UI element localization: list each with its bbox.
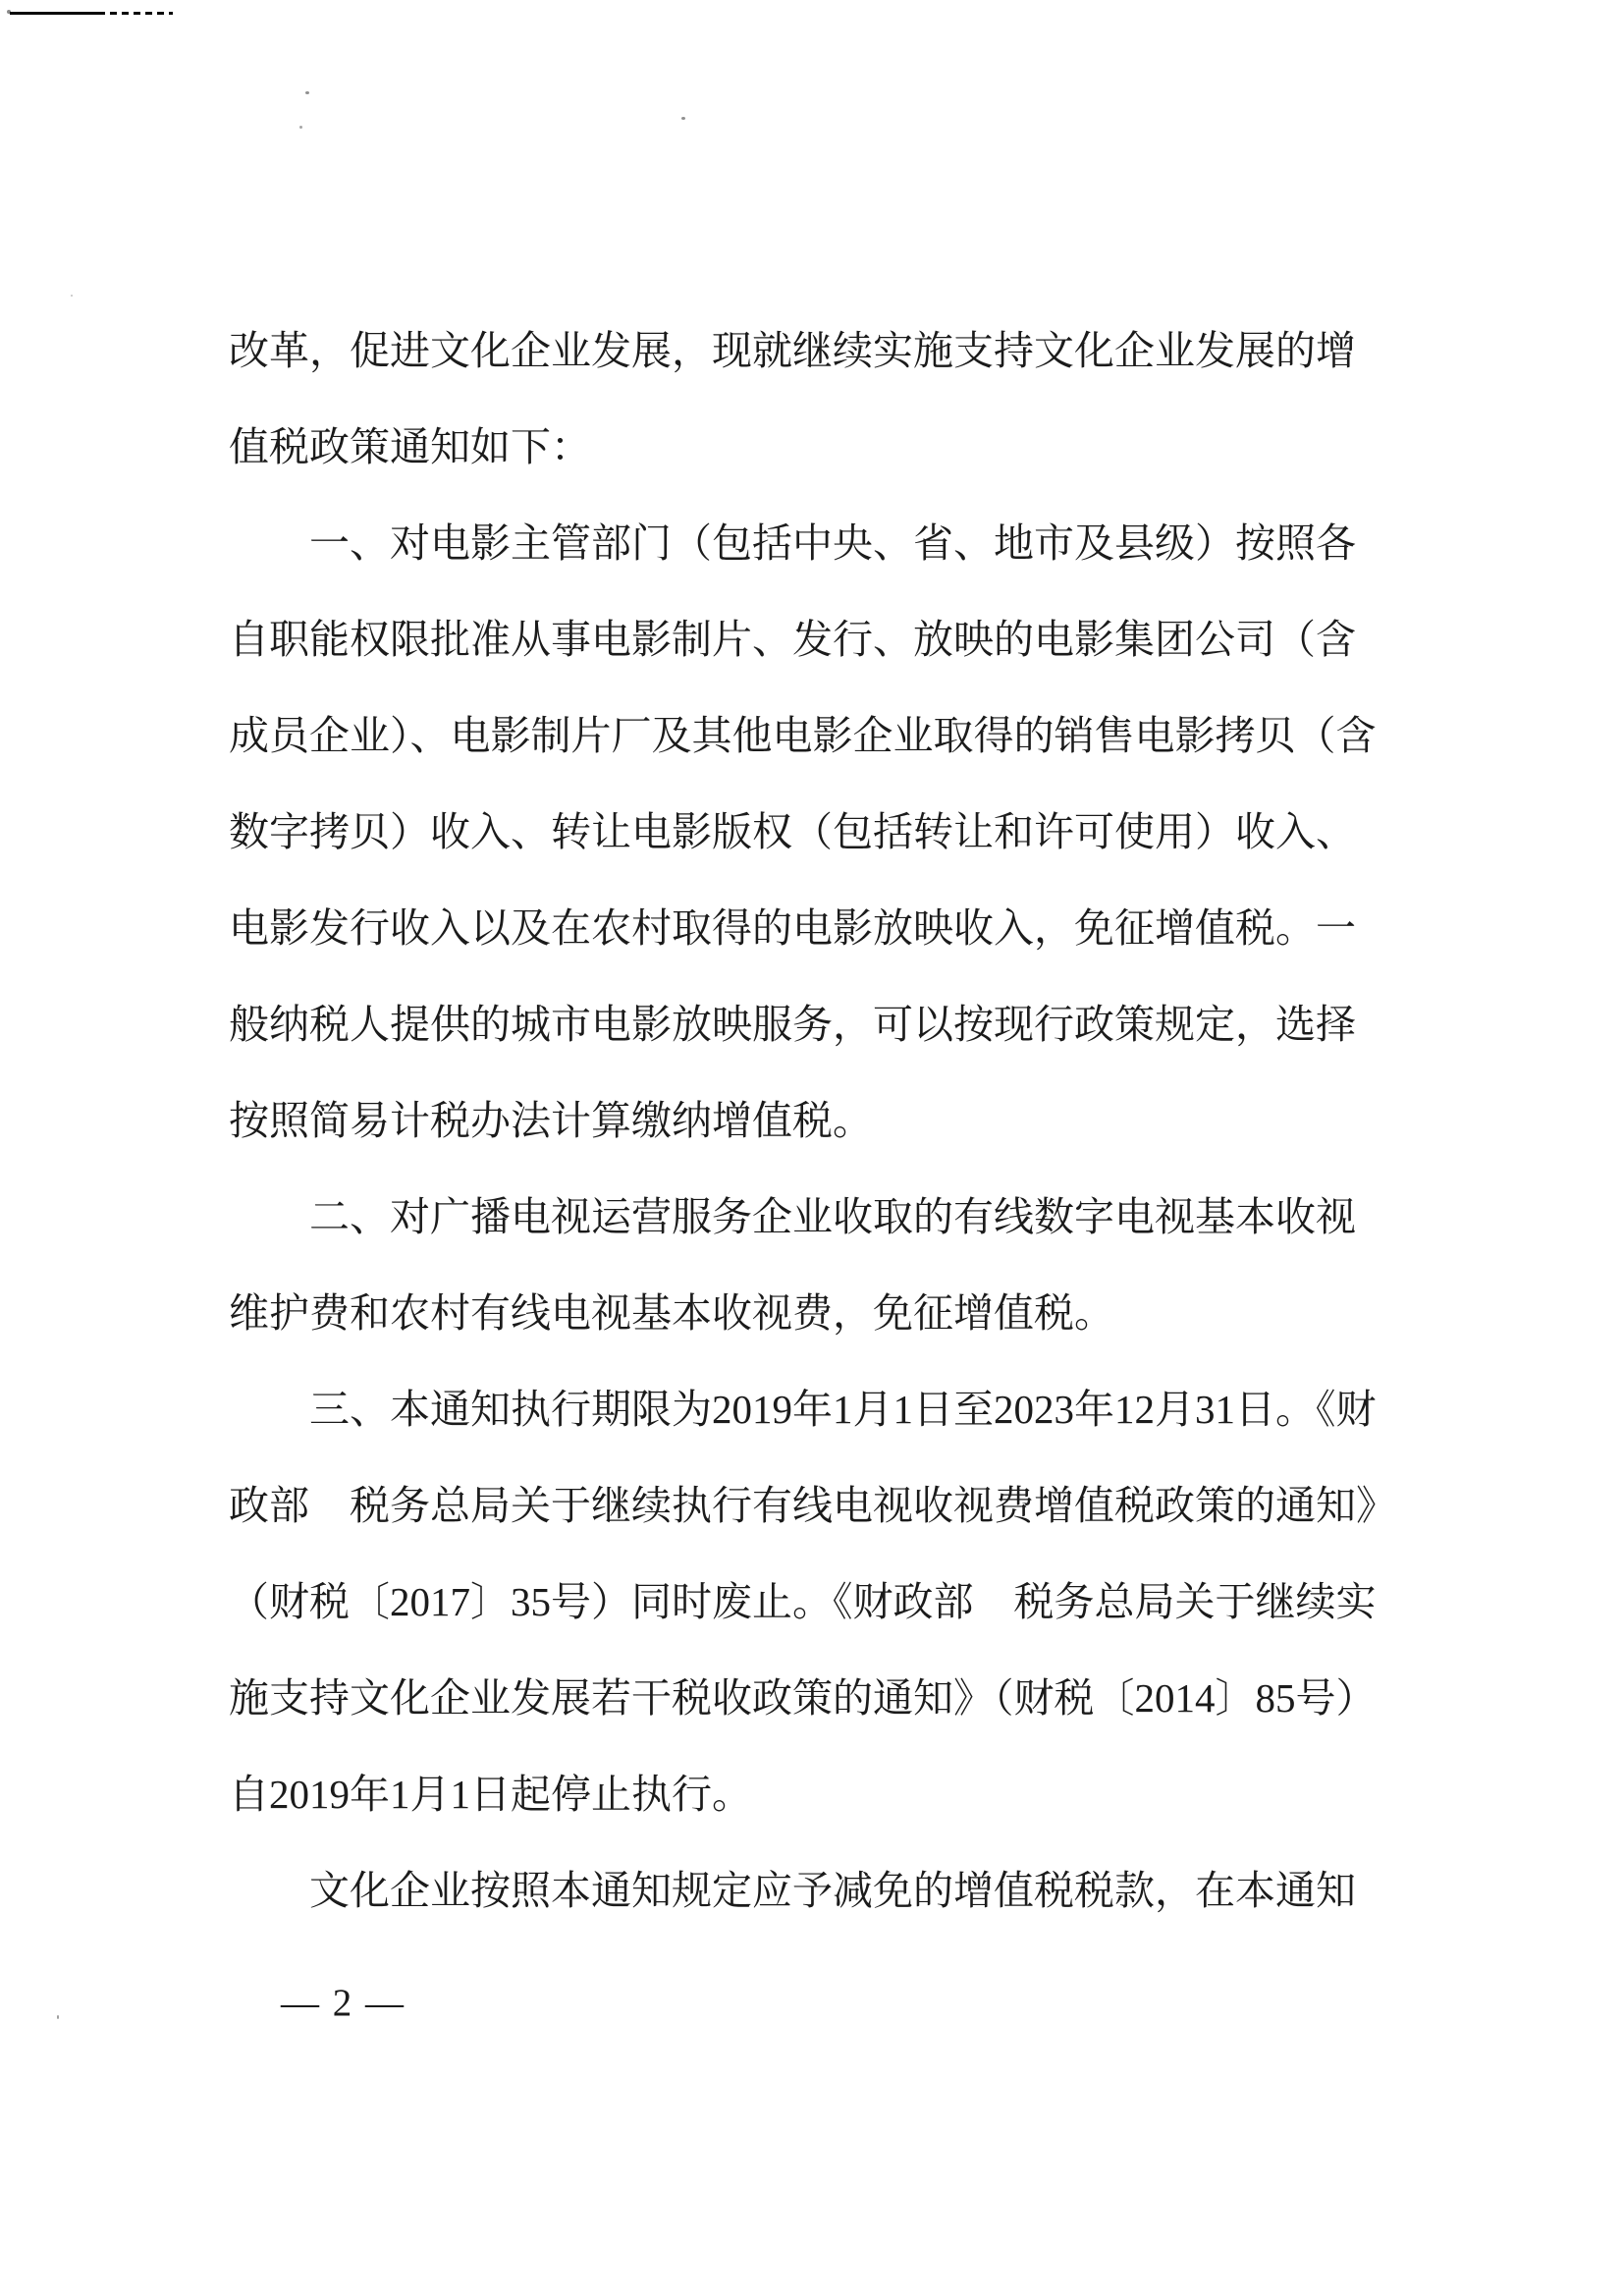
scan-speck: [71, 295, 73, 297]
text-line: 维护费和农村有线电视基本收视费，免征增值税。: [229, 1290, 1114, 1336]
text-line: 自2019年1月1日起停止执行。: [229, 1772, 752, 1817]
text-line-paragraph-start: 文化企业按照本通知规定应予减免的增值税税款，在本通知: [309, 1868, 1356, 1913]
document-body: [229, 302, 1397, 1939]
text-line: 自职能权限批准从事电影制片、发行、放映的电影集团公司（含: [229, 617, 1356, 662]
text-line: 数字拷贝）收入、转让电影版权（包括转让和许可使用）收入、: [229, 809, 1356, 854]
scan-artifact-line: [7, 10, 174, 18]
text-line: 值税政策通知如下：: [229, 424, 591, 469]
text-line-paragraph-start: 三、本通知执行期限为2019年1月1日至2023年12月31日。《财: [309, 1387, 1377, 1432]
text-line: 施支持文化企业发展若干税收政策的通知》（财税〔2014〕85号）: [229, 1675, 1377, 1721]
text-line: 般纳税人提供的城市电影放映服务，可以按现行政策规定，选择: [229, 1002, 1356, 1047]
text-line: （财税〔2017〕35号）同时废止。《财政部 税务总局关于继续实: [229, 1579, 1377, 1624]
scan-speck: [299, 126, 302, 129]
scan-speck: [305, 91, 309, 94]
artifact-dashed-segment: [98, 12, 173, 15]
artifact-solid-segment: [10, 12, 98, 15]
scan-speck: [57, 2015, 59, 2019]
text-line: 成员企业）、电影制片厂及其他电影企业取得的销售电影拷贝（含: [229, 713, 1377, 758]
text-line-paragraph-start: 一、对电影主管部门（包括中央、省、地市及县级）按照各: [309, 520, 1356, 566]
text-line-paragraph-start: 二、对广播电视运营服务企业收取的有线数字电视基本收视: [309, 1194, 1356, 1239]
text-line: 政部 税务总局关于继续执行有线电视收视费增值税政策的通知》: [229, 1483, 1396, 1528]
scan-speck: [681, 117, 685, 120]
text-line: 按照简易计税办法计算缴纳增值税。: [229, 1098, 873, 1143]
text-line: 电影发行收入以及在农村取得的电影放映收入，免征增值税。一: [229, 905, 1356, 951]
text-line: 改革，促进文化企业发展，现就继续实施支持文化企业发展的增: [229, 328, 1356, 373]
page-number: — 2 —: [281, 1982, 406, 2024]
